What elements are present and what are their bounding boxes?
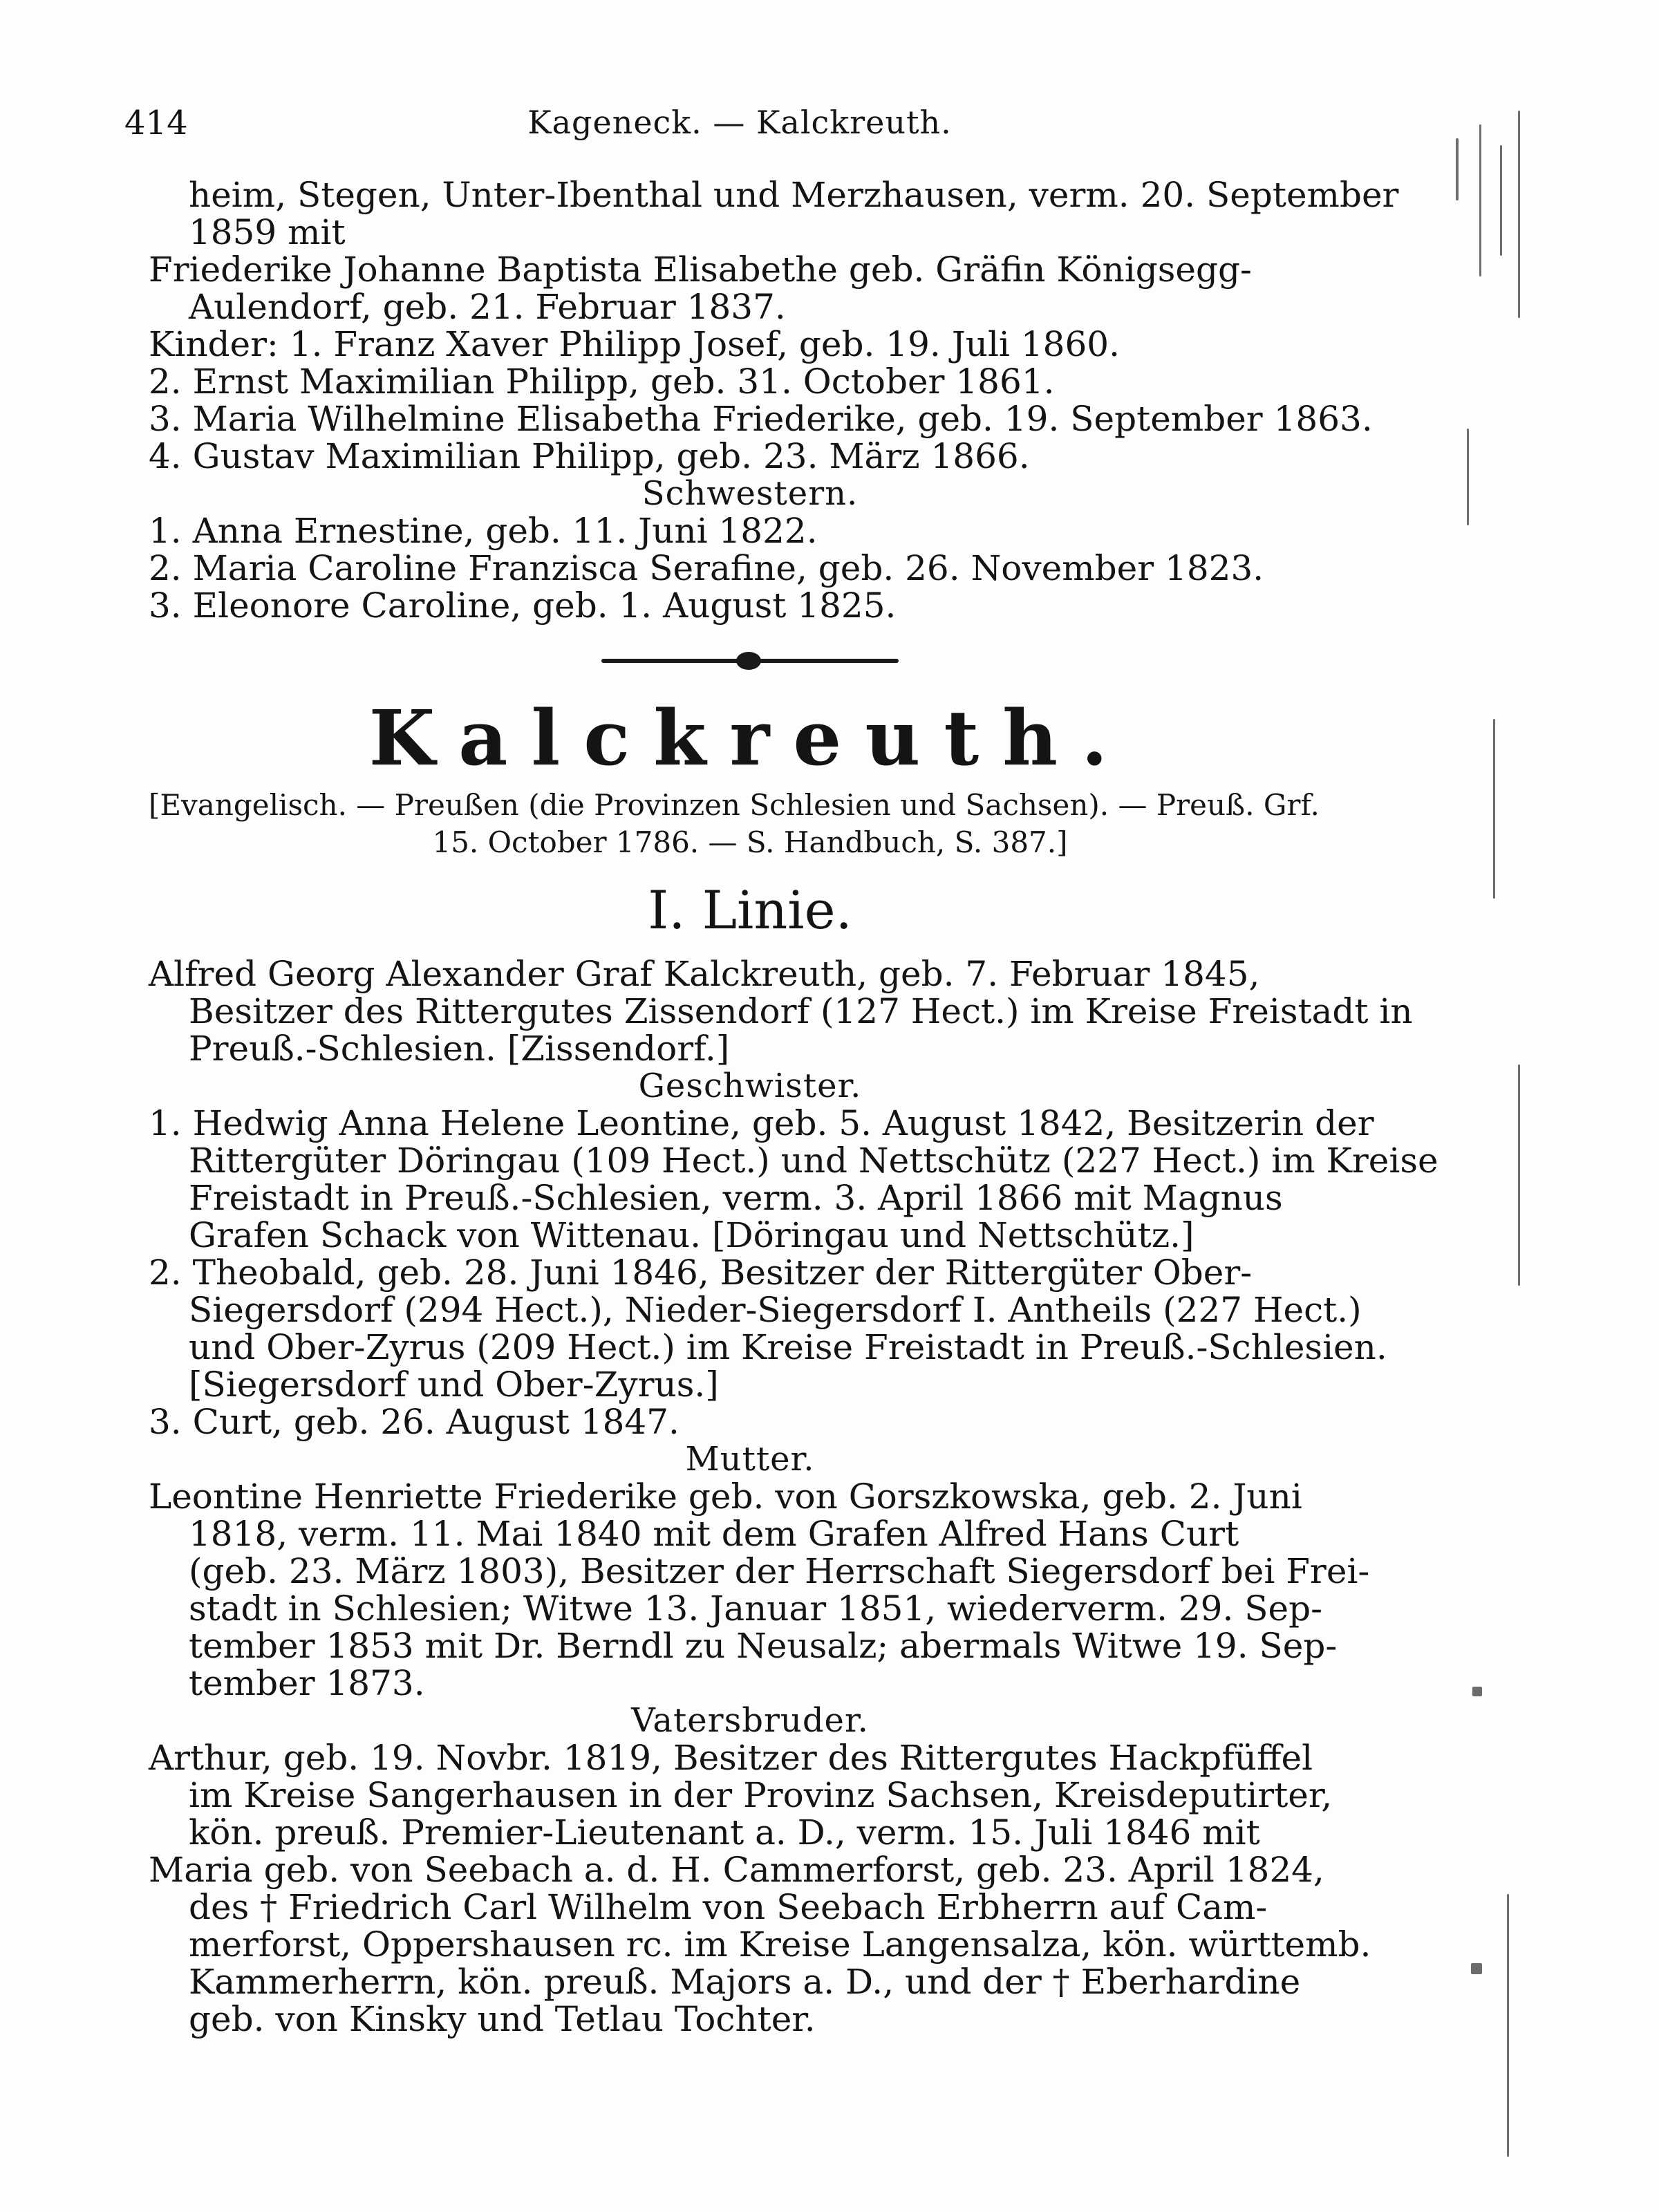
linie-heading: I. Linie. xyxy=(648,879,852,941)
scan-speck xyxy=(1479,124,1481,276)
section-divider-ornament xyxy=(149,624,1351,690)
children-line: 4. Gustav Maximilian Philipp, geb. 23. März 1866. xyxy=(149,436,1030,476)
text-line: Friederike Johanne Baptista Elisabethe geb. Gräfin Königsegg- xyxy=(149,250,1252,290)
scan-speck xyxy=(1471,1963,1482,1974)
text-line: 1859 mit xyxy=(189,212,346,252)
running-head: Kageneck. — Kalckreuth. xyxy=(527,104,952,141)
uncle-line: merforst, Oppershausen rc. im Kreise Langensalza, kön. württemb. xyxy=(189,1924,1371,1965)
family-info-line: 15. October 1786. — S. Handbuch, S. 387.] xyxy=(432,825,1068,859)
mother-line: tember 1873. xyxy=(189,1663,425,1703)
uncle-line: Arthur, geb. 19. Novbr. 1819, Besitzer des Rittergutes Hackpfüffel xyxy=(149,1738,1313,1778)
uncle-line: kön. preuß. Premier-Lieutenant a. D., verm. 15. Juli 1846 mit xyxy=(189,1812,1260,1853)
mother-line: Leontine Henriette Friederike geb. von Gorszkowska, geb. 2. Juni xyxy=(149,1477,1302,1517)
sister-entry: 2. Maria Caroline Franzisca Serafine, geb. 26. November 1823. xyxy=(149,548,1264,588)
text-line: Aulendorf, geb. 21. Februar 1837. xyxy=(189,287,786,327)
kageneck-continuation xyxy=(149,175,1399,626)
page-body xyxy=(149,175,1438,2039)
text-line: heim, Stegen, Unter-Ibenthal und Merzhausen, verm. 20. September xyxy=(189,175,1399,215)
scan-speck xyxy=(1518,1065,1520,1286)
children-line: 3. Maria Wilhelmine Elisabetha Friederike, geb. 19. September 1863. xyxy=(149,399,1373,439)
scan-speck xyxy=(1467,429,1469,525)
siblings-heading: Geschwister. xyxy=(638,1067,862,1105)
scan-margin-noise xyxy=(1452,97,1535,2171)
sibling-line: [Siegersdorf und Ober-Zyrus.] xyxy=(189,1365,719,1405)
uncle-line: geb. von Kinsky und Tetlau Tochter. xyxy=(189,1999,816,2039)
sibling-line: 1. Hedwig Anna Helene Leontine, geb. 5. August 1842, Besitzerin der xyxy=(149,1103,1374,1143)
scan-speck xyxy=(1507,1894,1509,2157)
page-number: 414 xyxy=(124,104,188,142)
scan-speck xyxy=(1500,145,1502,256)
page-header xyxy=(124,104,1355,159)
head-line: Alfred Georg Alexander Graf Kalckreuth, geb. 7. Februar 1845, xyxy=(149,954,1260,994)
mother-line: tember 1853 mit Dr. Berndl zu Neusalz; abermals Witwe 19. Sep- xyxy=(189,1626,1338,1666)
scan-speck xyxy=(1518,111,1520,318)
kalckreuth-section xyxy=(149,690,1438,2039)
uncle-heading: Vatersbruder. xyxy=(631,1701,869,1740)
mother-heading: Mutter. xyxy=(685,1440,815,1479)
mother-line: (geb. 23. März 1803), Besitzer der Herrschaft Siegersdorf bei Frei- xyxy=(189,1551,1370,1591)
uncle-line: des † Friedrich Carl Wilhelm von Seebach Erbherrn auf Cam- xyxy=(189,1887,1268,1927)
scan-speck xyxy=(1456,138,1459,200)
mother-line: stadt in Schlesien; Witwe 13. Januar 1851, wiederverm. 29. Sep- xyxy=(189,1588,1323,1629)
children-line: 2. Ernst Maximilian Philipp, geb. 31. October 1861. xyxy=(149,362,1055,402)
family-info-line: [Evangelisch. — Preußen (die Provinzen Schlesien und Sachsen). — Preuß. Grf. xyxy=(149,788,1320,822)
divider-dot xyxy=(736,652,761,670)
sibling-line: und Ober-Zyrus (209 Hect.) im Kreise Freistadt in Preuß.-Schlesien. xyxy=(189,1327,1387,1367)
scan-speck xyxy=(1493,719,1495,899)
sibling-line: 3. Curt, geb. 26. August 1847. xyxy=(149,1402,679,1442)
sister-entry: 3. Eleonore Caroline, geb. 1. August 1825. xyxy=(149,585,897,626)
scan-speck xyxy=(1472,1687,1482,1696)
sibling-line: Freistadt in Preuß.-Schlesien, verm. 3. April 1866 mit Magnus xyxy=(189,1178,1283,1218)
uncle-line: im Kreise Sangerhausen in der Provinz Sachsen, Kreisdeputirter, xyxy=(189,1775,1333,1815)
head-line: Besitzer des Rittergutes Zissendorf (127 Hect.) im Kreise Freistadt in xyxy=(189,991,1413,1031)
sibling-line: 2. Theobald, geb. 28. Juni 1846, Besitzer der Rittergüter Ober- xyxy=(149,1253,1253,1293)
sibling-line: Rittergüter Döringau (109 Hect.) und Nettschütz (227 Hect.) im Kreise xyxy=(189,1141,1438,1181)
sisters-heading: Schwestern. xyxy=(641,474,859,513)
mother-line: 1818, verm. 11. Mai 1840 mit dem Grafen Alfred Hans Curt xyxy=(189,1514,1239,1554)
head-line: Preuß.-Schlesien. [Zissendorf.] xyxy=(189,1029,730,1069)
sister-entry: 1. Anna Ernestine, geb. 11. Juni 1822. xyxy=(149,511,818,551)
sibling-line: Grafen Schack von Wittenau. [Döringau und Nettschütz.] xyxy=(189,1215,1194,1255)
children-line: Kinder: 1. Franz Xaver Philipp Josef, geb. 19. Juli 1860. xyxy=(149,324,1120,364)
uncle-line: Maria geb. von Seebach a. d. H. Cammerforst, geb. 23. April 1824, xyxy=(149,1850,1324,1890)
sibling-line: Siegersdorf (294 Hect.), Nieder-Siegersdorf I. Antheils (227 Hect.) xyxy=(189,1290,1362,1330)
family-title: Kalckreuth. xyxy=(368,693,1132,782)
uncle-line: Kammerherrn, kön. preuß. Majors a. D., und der † Eberhardine xyxy=(189,1962,1301,2002)
